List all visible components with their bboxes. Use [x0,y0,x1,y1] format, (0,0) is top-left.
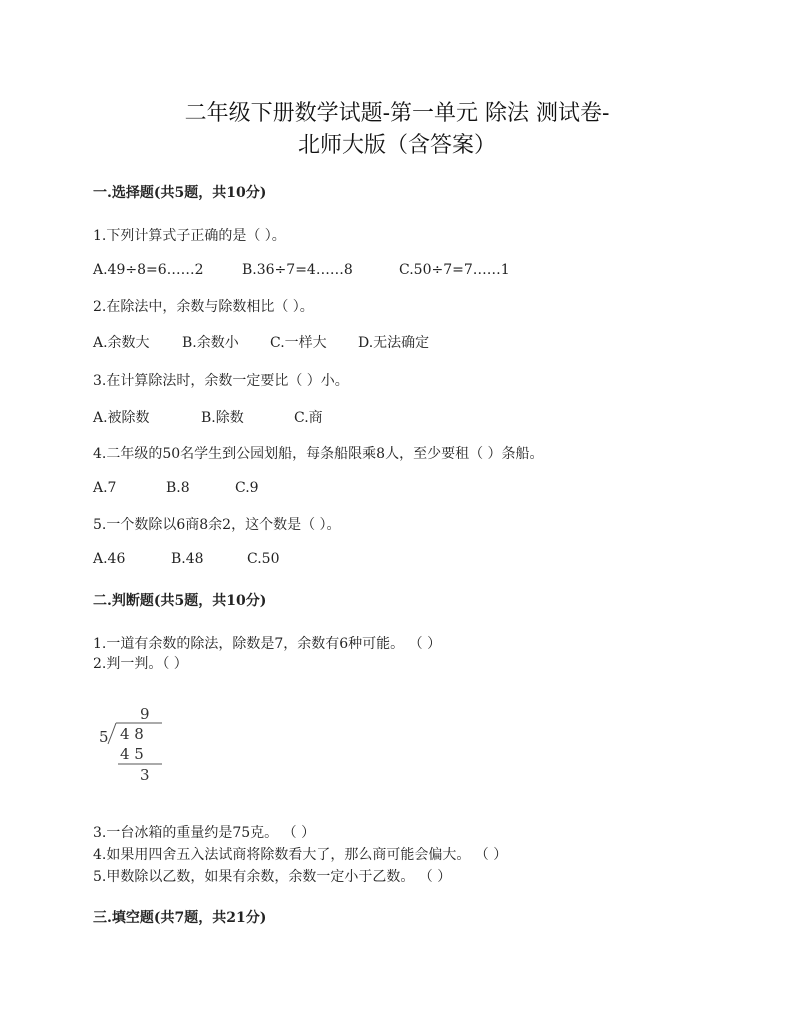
section3-heading: 三.填空题(共7题，共21分) [93,910,267,926]
question-1-4-options [93,480,259,496]
question-1-2: 2.在除法中，余数与除数相比（ ）。 [93,299,314,315]
option-b: B.余数小 [182,335,239,351]
option-c: C.一样大 [270,335,327,351]
option-c: C.50÷7=7……1 [399,262,510,278]
long-division-figure [90,704,170,786]
question-1-4: 4.二年级的50名学生到公园划船，每条船限乘8人，至少要租（ ）条船。 [93,446,544,462]
question-1-2-options [93,332,429,352]
option-b: B.8 [166,480,190,496]
division-divisor: 5 [99,728,109,746]
option-d: D.无法确定 [358,335,430,351]
option-a: A.被除数 [93,410,150,426]
page-title-line2: 北师大版（含答案） [297,133,496,158]
option-b: B.48 [171,551,204,567]
question-2-3: 3.一台冰箱的重量约是75克。 （ ） [93,825,316,841]
question-2-2: 2.判一判。（ ） [93,656,188,672]
division-quotient: 9 [140,705,150,723]
division-remainder: 3 [140,766,150,784]
question-2-1: 1.一道有余数的除法，除数是7，余数有6种可能。 （ ） [93,636,442,652]
division-bracket-curve [108,723,116,744]
option-c: C.9 [235,480,259,496]
question-2-4: 4.如果用四舍五入法试商将除数看大了，那么商可能会偏大。 （ ） [93,847,508,863]
question-1-1-options [93,262,510,278]
option-c: C.商 [294,410,323,426]
section1-heading: 一.选择题(共5题，共10分) [93,185,267,201]
question-1-3: 3.在计算除法时，余数一定要比（ ）小。 [93,373,349,389]
question-1-3-options [93,407,323,427]
option-b: B.除数 [201,410,244,426]
option-b: B.36÷7=4……8 [242,262,353,278]
option-a: A.余数大 [93,335,150,351]
page-title-line1: 二年级下册数学试题-第一单元 除法 测试卷- [184,101,610,126]
division-dividend: 4 8 [120,725,144,743]
division-product: 4 5 [120,745,144,763]
question-1-5: 5.一个数除以6商8余2，这个数是（ ）。 [93,517,341,533]
question-1-5-options [93,551,279,567]
option-a: A.46 [93,551,126,567]
question-1-1: 1.下列计算式子正确的是（ ）。 [93,228,286,244]
option-a: A.49÷8=6……2 [93,262,204,278]
question-2-5: 5.甲数除以乙数，如果有余数，余数一定小于乙数。 （ ） [93,869,452,885]
option-a: A.7 [93,480,117,496]
section2-heading: 二.判断题(共5题，共10分) [93,593,267,609]
option-c: C.50 [247,551,280,567]
